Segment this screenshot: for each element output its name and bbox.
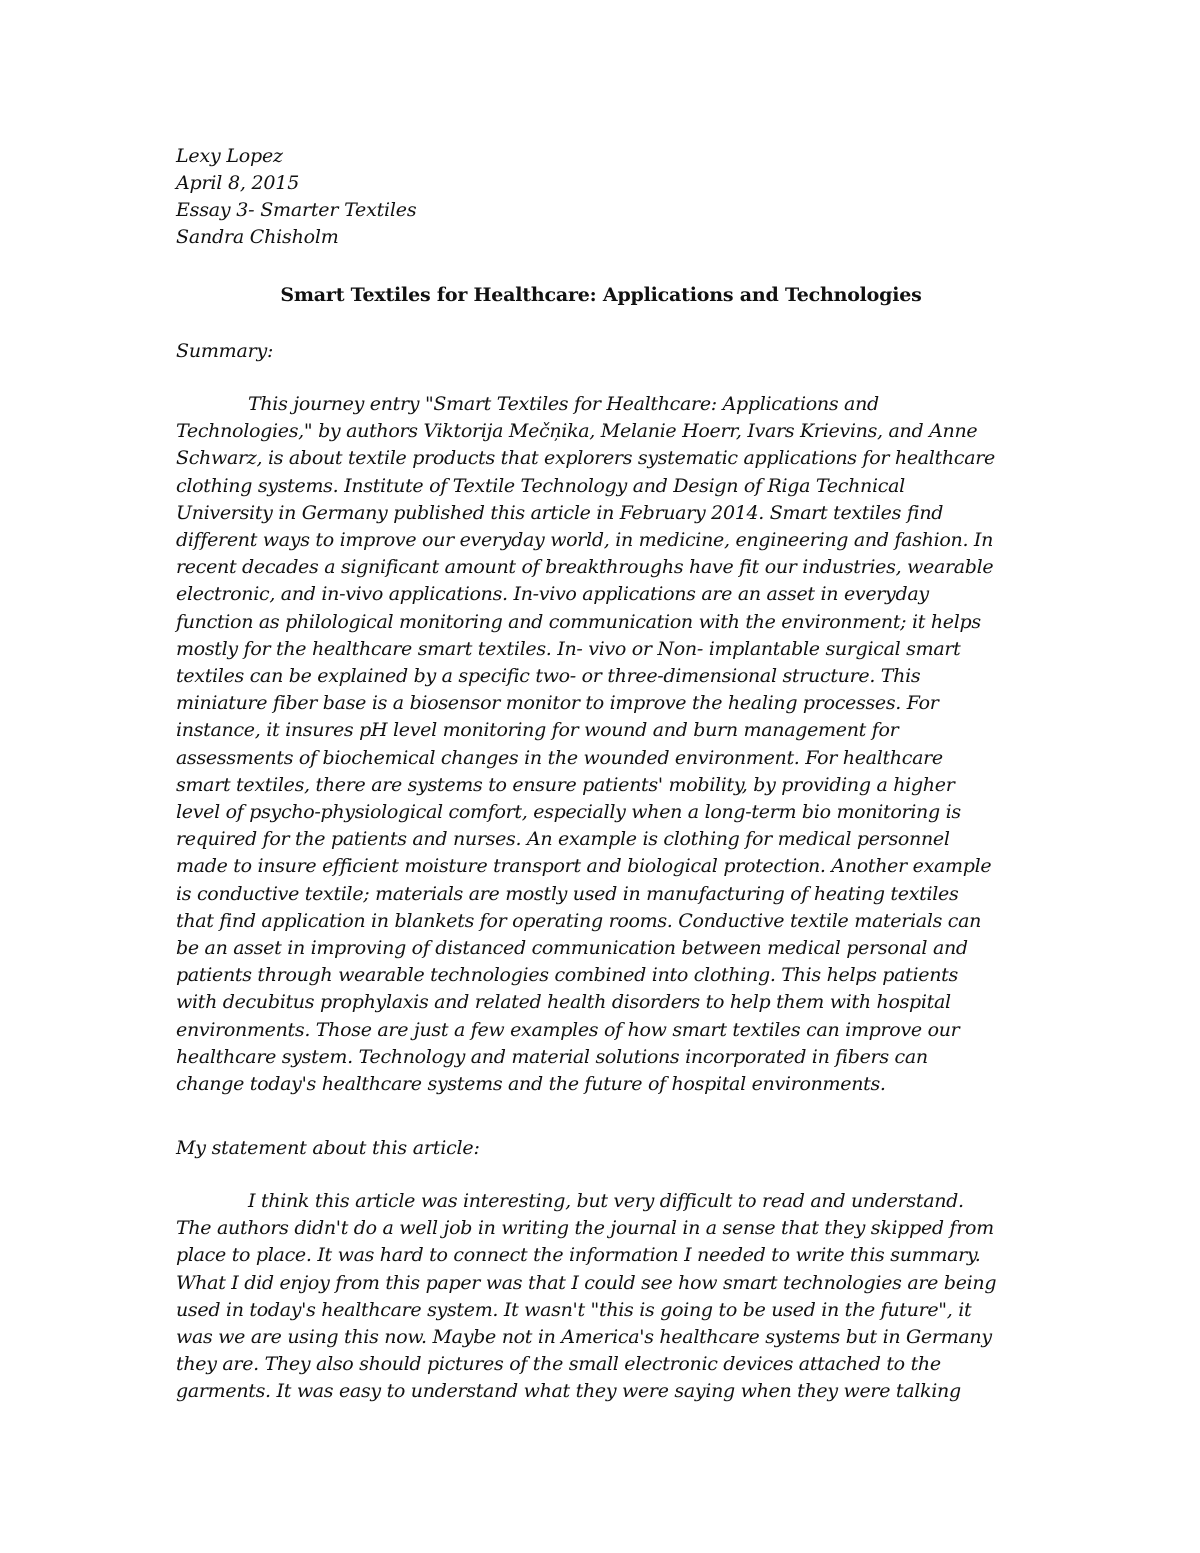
paragraph-line: I think this article was interesting, but very difficult to read and understand. [248, 1190, 964, 1212]
paragraph-line: patients through wearable technologies combined into clothing. This helps patients [176, 964, 958, 987]
paragraph-line: change today's healthcare systems and the future of hospital environments. [176, 1073, 886, 1096]
paragraph-line: was we are using this now. Maybe not in America's healthcare systems but in Germany [176, 1326, 992, 1349]
paragraph-line: environments. Those are just a few examples of how smart textiles can improve our [176, 1018, 960, 1041]
paragraph-line: made to insure efficient moisture transport and biological protection. Another example [176, 855, 992, 878]
paragraph-line: different ways to improve our everyday world, in medicine, engineering and fashion. In [176, 529, 994, 552]
paragraph-line: assessments of biochemical changes in the wounded environment. For healthcare [176, 746, 943, 769]
paragraph-line: recent decades a significant amount of breakthroughs have fit our industries, wearable [176, 556, 994, 579]
statement-paragraph [176, 1188, 1026, 1406]
paragraph-line: with decubitus prophylaxis and related health disorders to help them with hospital [176, 991, 951, 1014]
essay-title: Smart Textiles for Healthcare: Applications and Technologies [280, 284, 922, 306]
paragraph-line: Technologies," by authors Viktorija Mečņika, Melanie Hoerr, Ivars Krievins, and Anne [176, 420, 978, 443]
paragraph-line: is conductive textile; materials are mostly used in manufacturing of heating textiles [176, 882, 959, 905]
summary-label: Summary: [176, 340, 274, 362]
paragraph-line: instance, it insures pH level monitoring for wound and burn management for [176, 719, 899, 742]
paragraph-line: level of psycho-physiological comfort, especially when a long-term bio monitoring is [176, 801, 961, 824]
paragraph-line: clothing systems. Institute of Textile Technology and Design of Riga Technical [176, 474, 905, 497]
paragraph-line: place to place. It was hard to connect the information I needed to write this summary. [176, 1244, 981, 1267]
paragraph-line: miniature fiber base is a biosensor monitor to improve the healing processes. For [176, 692, 939, 715]
author-name: Lexy Lopez [176, 145, 283, 167]
paragraph-line: be an asset in improving of distanced communication between medical personal and [176, 937, 968, 960]
statement-label: My statement about this article: [176, 1137, 480, 1159]
paragraph-line: Schwarz, is about textile products that explorers systematic applications for healthcare [176, 447, 995, 470]
paragraph-line: What I did enjoy from this paper was that I could see how smart technologies are being [176, 1271, 997, 1294]
paragraph-line: This journey entry "Smart Textiles for Healthcare: Applications and [248, 393, 879, 415]
paragraph-line: function as philological monitoring and communication with the environment; it helps [176, 610, 981, 633]
paragraph-line: garments. It was easy to understand what they were saying when they were talking [176, 1380, 961, 1403]
paragraph-line: used in today's healthcare system. It wasn't "this is going to be used in the future", it [176, 1298, 972, 1321]
paragraph-line: required for the patients and nurses. An example is clothing for medical personnel [176, 828, 950, 851]
instructor-name: Sandra Chisholm [176, 226, 339, 248]
assignment-name: Essay 3- Smarter Textiles [176, 199, 417, 221]
paragraph-line: textiles can be explained by a specific two- or three-dimensional structure. This [176, 665, 921, 688]
header-block [176, 143, 1026, 251]
paragraph-line: that find application in blankets for operating rooms. Conductive textile materials can [176, 909, 982, 932]
essay-date: April 8, 2015 [176, 172, 300, 194]
paragraph-line: smart textiles, there are systems to ensure patients' mobility, by providing a higher [176, 773, 955, 796]
paragraph-line: University in Germany published this article in February 2014. Smart textiles find [176, 501, 944, 524]
paragraph-line: electronic, and in-vivo applications. In-vivo applications are an asset in everyday [176, 583, 929, 606]
summary-paragraph [176, 391, 1026, 1098]
paragraph-line: The authors didn't do a well job in writing the journal in a sense that they skipped from [176, 1217, 994, 1240]
paragraph-line: healthcare system. Technology and material solutions incorporated in fibers can [176, 1045, 928, 1068]
paragraph-line: mostly for the healthcare smart textiles. In- vivo or Non- implantable surgical smart [176, 637, 961, 660]
paragraph-line: they are. They also should pictures of the small electronic devices attached to the [176, 1353, 941, 1376]
